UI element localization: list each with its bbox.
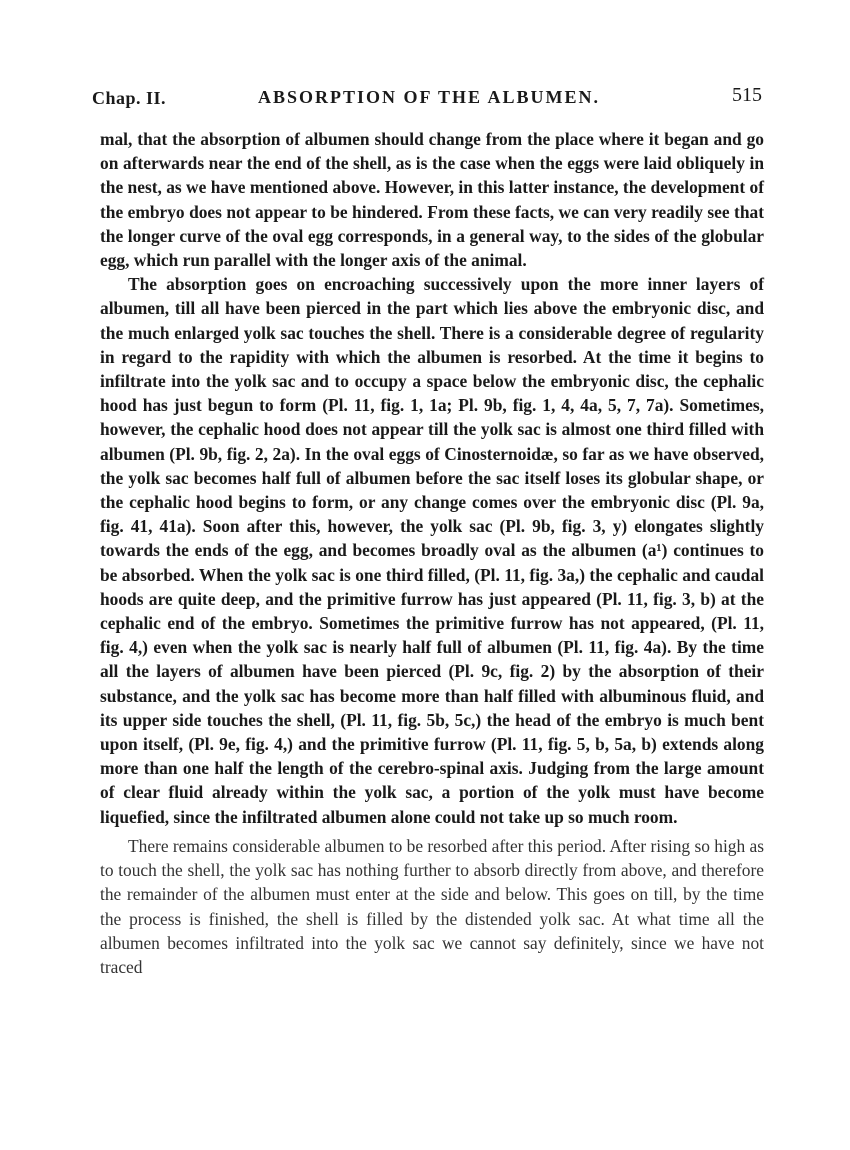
page-number: 515 [732, 84, 762, 106]
running-title: ABSORPTION OF THE ALBUMEN. [258, 87, 601, 107]
paragraph-continuation: mal, that the absorption of albumen should change from the place where it began and go on afterwards near the end of the shell, as is the case when the eggs were laid obliquely in the nest, as we have mentioned above. However, in this latter instance, the development of the embryo does not appear to be hindered. From these facts, we can very readily see that the longer curve of the oval egg corresponds, in a general way, to the sides of the globular egg, which run parallel with the longer axis of the animal. [100, 129, 764, 271]
chapter-label: Chap. II. [92, 88, 167, 108]
paragraph-remaining-albumen: There remains considerable albumen to be resorbed after this period. After rising so high as to touch the shell, the yolk sac has nothing further to absorb directly from above, and therefore the remainder of the albumen must enter at the side and below. This goes on till, by the time the process is finished, the shell is filled by the distended yolk sac. At what time all the albumen becomes infiltrated into the yolk sac we cannot say definitely, since we have not traced [100, 835, 765, 977]
running-header [92, 84, 764, 110]
paragraph-absorption: The absorption goes on encroaching successively upon the more inner layers of albumen, till all have been pierced in the part which lies above the embryonic disc, and the much enlarged yolk sac touches the shell. There is a considerable degree of regularity in regard to the rapidity with which the albumen is resorbed. At the time it begins to infiltrate into the yolk sac and to occupy a space below the embryonic disc, the cephalic hood has just begun to form (Pl. 11, fig. 1, 1a; Pl. 9b, fig. 1, 4, 4a, 5, 7, 7a). Sometimes, however, the cephalic hood does not appear till the yolk sac is almost one third filled with albumen (Pl. 9b, fig. 2, 2a). In the oval eggs of Cinosternoidæ, so far as we have observed, the yolk sac becomes half full of albumen before the sac itself loses its globular shape, or the cephalic hood begins to form, or any change comes over the embryonic disc (Pl. 9a, fig. 41, 41a). Soon after this, however, the yolk sac (Pl. 9b, fig. 3, y) elongates slightly towards the ends of the egg, and becomes broadly oval as the albumen (a¹) continues to be absorbed. When the yolk sac is one third filled, (Pl. 11, fig. 3a,) the cephalic and caudal hoods are quite deep, and the primitive furrow has just appeared (Pl. 11, fig. 3, b) at the cephalic end of the embryo. Sometimes the primitive furrow has not appeared, (Pl. 11, fig. 4,) even when the yolk sac is nearly half full of albumen (Pl. 11, fig. 4a). By the time all the layers of albumen have been pierced (Pl. 9c, fig. 2) by the absorption of their substance, and the yolk sac has become more than half filled with albuminous fluid, and its upper side touches the shell, (Pl. 11, fig. 5b, 5c,) the head of the embryo is much bent upon itself, (Pl. 9e, fig. 4,) and the primitive furrow (Pl. 11, fig. 5, b, 5a, b) extends along more than one half the length of the cerebro-spinal axis. Judging from the large amount of clear fluid already within the yolk sac, a portion of the yolk must have become liquefied, since the infiltrated albumen alone could not take up so much room. [100, 274, 764, 827]
body-text [100, 127, 764, 979]
